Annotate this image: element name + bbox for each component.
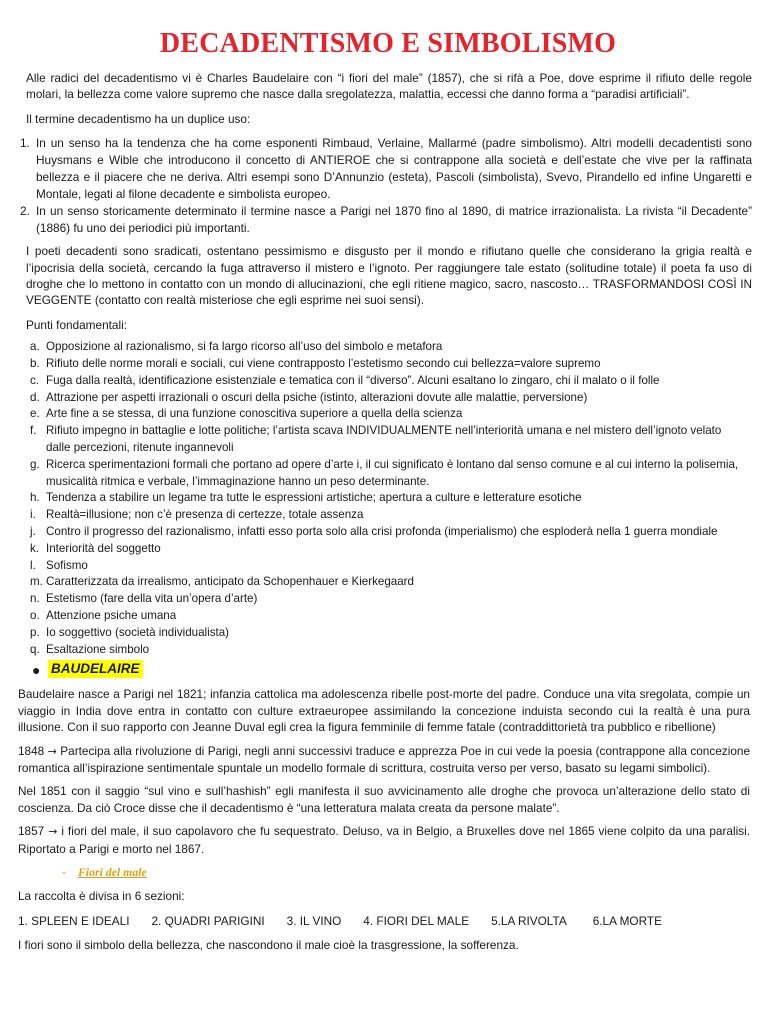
list-marker: o.: [30, 609, 40, 622]
list-item: [18, 524, 746, 541]
list-marker: p.: [30, 625, 40, 639]
paragraph-1851: Nel 1851 con il saggio “sul vino e sull’hashish” egli manifesta il suo avvicinamento alle droghe che provoca un’alterazione dello stato di coscienza. Da ciò Croce disse che il decadentismo è “una letteratura malata creata da persone malate”.: [18, 784, 750, 815]
list-item: [18, 558, 746, 575]
list-item-text: Io soggettivo (società individualista): [46, 625, 230, 639]
duplice-uso-text: Il termine decadentismo ha un duplice uso:: [26, 111, 251, 126]
list-item: [18, 507, 746, 524]
intro-paragraph: Alle radici del decadentismo vi è Charles Baudelaire con “i fiori del male” (1857), che si rifà a Poe, dove esprime il rifiuto delle regole molari, la bellezza come valore supremo che nasce dalla sregolatezza, malattia, eccessi che danno forma a “paradisi artificiali”.: [26, 71, 752, 102]
uses-list: [18, 135, 758, 237]
sections-row: [18, 913, 758, 929]
year-1857: 1857: [18, 824, 45, 839]
section-item: 4. FIORI DEL MALE: [363, 914, 470, 929]
paragraph-1848: [18, 743, 750, 777]
list-item: [18, 541, 746, 558]
list-item-text: Attrazione per aspetti irrazionali o oscuri della psiche (istinto, alterazioni dovute alle malattie, perversione): [46, 390, 588, 404]
list-item: [18, 608, 746, 625]
list-item: [18, 356, 746, 373]
list-item: [18, 203, 752, 237]
list-marker: q.: [30, 642, 40, 656]
list-item: [18, 625, 746, 642]
list-item-text: In un senso ha la tendenza che ha come esponenti Rimbaud, Verlaine, Mallarmé (padre simbolismo). Altri modelli decadentisti sono Huysmans e Wible che introducono il concetto di ANTIEROE che si contrappone alla società e dell’estate che vive per la raffinata bellezza e il piacere che ne deriva. Altri esempi sono D’Annunzio (esteta), Pascoli (simbolista), Svevo, Pirandello ed infine Ungaretti e Montale, legati al filone decadente e simbolista europeo.: [36, 136, 752, 202]
list-item-text: In un senso storicamente determinato il termine nasce a Parigi nel 1870 fino al 1890, di matrice irrazionalista. La rivista “il Decadente” (1886) fu uno dei periodici più importanti.: [36, 204, 752, 236]
punti-label: Punti fondamentali:: [26, 317, 127, 332]
list-item-text: Estetismo (fare della vita un’opera d’arte): [46, 592, 258, 606]
closing-paragraph: I fiori sono il simbolo della bellezza, che nascondono il male cioè la trasgressione, la sofferenza.: [18, 938, 519, 953]
list-item: [18, 591, 746, 608]
fiori-heading: [18, 864, 758, 880]
section-item: 6.LA MORTE: [592, 914, 662, 929]
baudelaire-bio: Baudelaire nasce a Parigi nel 1821; infanzia cattolica ma adolescenza ribelle post-morte del padre. Conduce una vita sregolata, compie un viaggio in India dove entra in contatto con culture extraeuropee assimilando la concezione induista secondo cui la realtà è una pura illusione. Con il suo rapporto con Jeanne Duval egli crea la figura femminile di femme fatale (contraddittorietà tra pubblico e ribellione): [18, 687, 750, 735]
punti-list: [18, 339, 758, 658]
list-item: [18, 423, 746, 457]
list-marker: m.: [30, 575, 43, 589]
list-marker: g.: [30, 457, 40, 471]
list-marker: c.: [30, 373, 40, 387]
arrow-right-icon: →: [47, 744, 57, 758]
list-marker: h.: [30, 491, 40, 505]
section-item: 1. SPLEEN E IDEALI: [18, 914, 130, 929]
section-item: 3. IL VINO: [286, 914, 342, 929]
page-title: DECADENTISMO E SIMBOLISMO: [159, 28, 617, 59]
list-item: [18, 373, 746, 390]
section-item: 2. QUADRI PARIGINI: [151, 914, 265, 929]
list-marker: k.: [30, 541, 40, 555]
list-item-text: Caratterizzata da irrealismo, anticipato da Schopenhauer e Kierkegaard: [46, 575, 414, 589]
list-item: [18, 457, 746, 491]
bullet-icon: ●: [32, 662, 41, 679]
arrow-right-icon: →: [48, 825, 58, 839]
list-marker: j.: [30, 525, 36, 539]
poeti-paragraph: I poeti decadenti sono sradicati, ostentano pessimismo e disgusto per il mondo e rifiutano quelle che considerano la grigia realtà e l’ipocrisia della società, cercando la fuga attraverso il mistero e l’ignoto. Per raggiungere tale estato (solitudine totale) il poeta fa uso di droghe che lo mettono in contatto con un mondo di allucinazioni, che egli ritiene magico, sacro, nascosto… TRASFORMANDOSI COSÌ IN VEGGENTE (contatto con realtà misteriose che egli esprime nei suoi sensi).: [26, 244, 752, 308]
list-item: [18, 339, 746, 356]
list-item-text: Realtà=illusione; non c’è presenza di certezze, totale assenza: [46, 508, 364, 522]
list-item-text: Sofismo: [46, 558, 88, 572]
list-item-text: Contro il progresso del razionalismo, infatti esso porta solo alla crisi profonda (imperialismo) che esploderà nella 1 guerra mondiale: [46, 525, 718, 539]
list-item-text: Rifiuto delle norme morali e sociali, cui viene contrapposto l’estetismo secondo cui bellezza=valore supremo: [46, 357, 601, 371]
list-marker: l.: [30, 558, 36, 572]
baudelaire-heading: [18, 660, 758, 680]
list-marker: b.: [30, 357, 40, 371]
list-item-text: Interiorità del soggetto: [46, 541, 161, 555]
list-marker: f.: [30, 424, 37, 438]
paragraph-1848-text: Partecipa alla rivoluzione di Parigi, negli anni successivi traduce e apprezza Poe in cui vede la poesia (contrappone alla concezione romantica all’ispirazione sentimentale spuntale un modello formale di scrittura, costruita verso per verso, basato su legami simbolici).: [18, 743, 751, 776]
list-item: [18, 390, 746, 407]
list-marker: d.: [30, 390, 40, 404]
list-item-text: Arte fine a se stessa, di una funzione conoscitiva superiore a quella della scienza: [46, 407, 463, 421]
list-marker: 1.: [20, 136, 30, 151]
list-marker: n.: [30, 592, 40, 606]
list-item-text: Tendenza a stabilire un legame tra tutte le espressioni artistiche; apertura a culture e letterature esotiche: [46, 491, 582, 505]
list-item-text: Opposizione al razionalismo, si fa largo ricorso all’uso del simbolo e metafora: [46, 340, 443, 354]
list-marker: e.: [30, 407, 40, 421]
list-item: [18, 406, 746, 423]
dash-marker: -: [62, 865, 66, 880]
list-item-text: Esaltazione simbolo: [46, 642, 150, 656]
list-marker: 2.: [20, 204, 30, 219]
paragraph-1857: [18, 823, 750, 857]
list-marker: i.: [30, 508, 36, 522]
raccolta-text: La raccolta è divisa in 6 sezioni:: [18, 889, 185, 904]
list-item-text: Ricerca sperimentazioni formali che portano ad opere d’arte i, il cui significato è lontano dal senso comune e al cui interno la polisemia, musicalità ritmica e verbale, l’immaginazione hanno un peso determinante.: [46, 457, 739, 488]
list-item: [18, 135, 752, 203]
year-1848: 1848: [18, 743, 45, 758]
fiori-heading-text: Fiori del male: [77, 865, 147, 880]
list-item-text: Rifiuto impegno in battaglie e lotte politiche; l’artista scava INDIVIDUALMENTE nell’interiorità umana e nel mistero dell’ignoto velato dalle percezioni, ritenute ingannevoli: [46, 424, 722, 455]
list-item-text: Fuga dalla realtà, identificazione esistenziale e tematica con il “diverso”. Alcuni esaltano lo zingaro, chi il malato o il folle: [46, 373, 660, 387]
section-item: 5.LA RIVOLTA: [491, 914, 567, 929]
list-item: [18, 642, 746, 659]
paragraph-1857-text: i fiori del male, il suo capolavoro che fu sequestrato. Deluso, va in Belgio, a Bruxelles dove nel 1865 viene colpito da una paralisi. Riportato a Parigi e morto nel 1867.: [18, 824, 751, 856]
list-item: [18, 574, 746, 591]
baudelaire-heading-text: BAUDELAIRE: [48, 660, 143, 678]
list-item: [18, 490, 746, 507]
list-marker: a.: [30, 340, 40, 354]
list-item-text: Attenzione psiche umana: [46, 609, 177, 622]
